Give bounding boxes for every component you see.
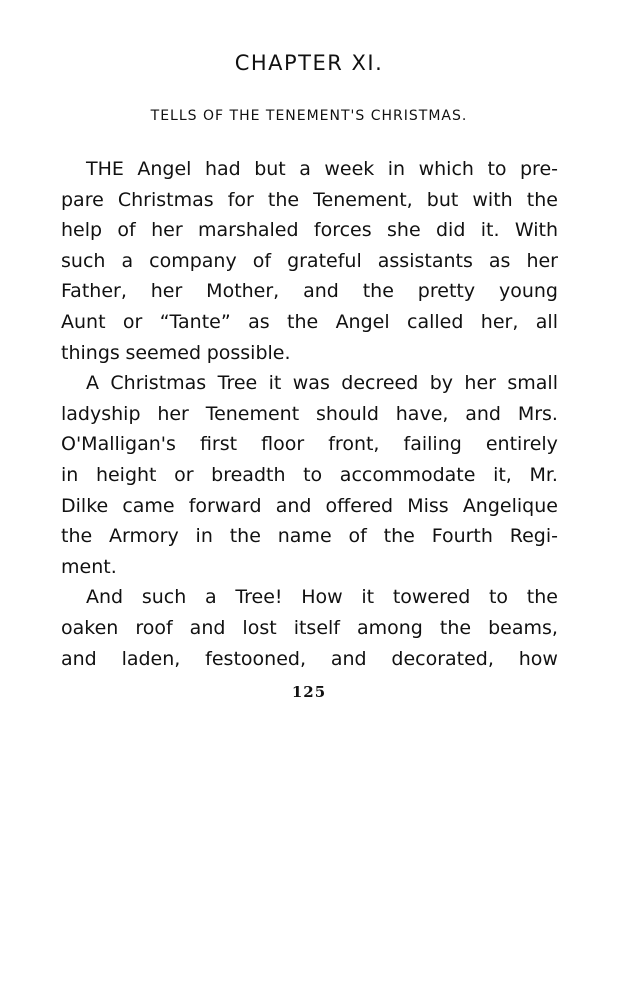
text-line [61, 154, 558, 185]
word: it [361, 586, 375, 609]
word: towered [392, 586, 471, 609]
word: Armory [109, 525, 179, 548]
word: failing [403, 433, 462, 456]
word: assistants [377, 249, 473, 272]
word: and [275, 494, 312, 517]
text-line [61, 644, 558, 675]
word: offered [325, 494, 394, 517]
text-line [61, 552, 558, 583]
word: and [189, 616, 226, 639]
word: pretty [417, 280, 476, 303]
word: help [61, 219, 103, 242]
word: and [303, 280, 339, 303]
word: a [121, 249, 134, 272]
word: breadth [211, 463, 286, 486]
word: such [141, 586, 187, 609]
body-text [61, 154, 558, 674]
word: O'Malligan's [61, 433, 176, 456]
word: but [254, 158, 286, 180]
word: the [267, 188, 300, 211]
word: Christmas [117, 188, 214, 211]
word: pare [61, 188, 104, 211]
word: to [488, 586, 509, 609]
word: Tenement [205, 402, 300, 425]
word: Mr. [529, 463, 558, 486]
word: of [252, 249, 272, 272]
word: Mrs. [517, 402, 558, 425]
word: the [383, 525, 415, 548]
word: a [204, 586, 217, 609]
text-line [61, 368, 558, 399]
word: in [195, 525, 213, 548]
word: as [248, 310, 270, 333]
word: young [498, 280, 558, 303]
word: of [117, 219, 136, 242]
word: called [407, 310, 464, 333]
word: or [122, 310, 143, 333]
word: possible. [206, 341, 291, 364]
word: accommodate [339, 463, 476, 486]
word: ladyship [61, 402, 141, 425]
word: How [301, 586, 343, 609]
word: her, [480, 310, 519, 333]
word: all [535, 310, 558, 333]
word: the [61, 525, 93, 548]
word: and [330, 647, 367, 670]
word: had [204, 158, 241, 180]
word: company [149, 249, 237, 272]
word: pre- [520, 158, 558, 180]
word: her [151, 219, 183, 242]
text-line [61, 338, 558, 369]
word: by [429, 372, 454, 395]
word: Regi- [509, 525, 558, 548]
word: roof [135, 616, 173, 639]
text-line [61, 246, 558, 277]
text-line [61, 307, 558, 338]
word: it, [493, 463, 512, 486]
text-line [61, 613, 558, 644]
word: seemed [125, 341, 202, 364]
word: came [122, 494, 175, 517]
word: Tree! [235, 586, 283, 609]
word: forward [188, 494, 262, 517]
word: should [316, 402, 379, 425]
word: she [387, 219, 421, 242]
word: And [86, 586, 124, 609]
word: with [472, 188, 513, 211]
word: in [387, 158, 406, 180]
word: floor [261, 433, 305, 456]
word: THE [86, 158, 124, 180]
word: Christmas [110, 372, 207, 395]
word: a [299, 158, 311, 180]
chapter-subtitle: TELLS OF THE TENEMENT'S CHRISTMAS. [150, 108, 468, 124]
word: as [488, 249, 511, 272]
word: Angel [335, 310, 390, 333]
word: festooned, [205, 647, 306, 670]
word: but [426, 188, 459, 211]
word: name [277, 525, 332, 548]
word: Miss [407, 494, 449, 517]
text-line [61, 491, 558, 522]
word: lost [242, 616, 277, 639]
word: With [514, 219, 558, 242]
word: was [292, 372, 330, 395]
word: the [229, 525, 261, 548]
word: grateful [287, 249, 362, 272]
word: “Tante” [159, 310, 231, 333]
word: did [435, 219, 466, 242]
word: of [348, 525, 367, 548]
word: the [526, 188, 558, 211]
word: which [418, 158, 474, 180]
word: such [61, 249, 106, 272]
text-line [61, 521, 558, 552]
word: marshaled [197, 219, 299, 242]
word: decreed [341, 372, 419, 395]
word: Fourth [431, 525, 493, 548]
word: height [95, 463, 157, 486]
word: Father, [61, 280, 127, 303]
word: small [507, 372, 558, 395]
word: Mother, [206, 280, 280, 303]
word: her [150, 280, 183, 303]
word: laden, [121, 647, 181, 670]
word: to [487, 158, 507, 180]
word: the [362, 280, 394, 303]
chapter-title: CHAPTER XI. [234, 51, 384, 75]
word: her [526, 249, 558, 272]
word: the [439, 616, 472, 639]
text-line [61, 215, 558, 246]
word: Angelique [462, 494, 558, 517]
word: it. [480, 219, 500, 242]
word: oaken [61, 616, 119, 639]
word: to [303, 463, 323, 486]
word: how [518, 647, 558, 670]
word: itself [293, 616, 340, 639]
word: the [287, 310, 319, 333]
text-line [61, 185, 558, 216]
page-number: 125 [291, 683, 327, 701]
word: among [356, 616, 423, 639]
word: the [526, 586, 558, 609]
word: Dilke [61, 494, 109, 517]
word: Angel [137, 158, 192, 180]
text-line [61, 399, 558, 430]
word: ment. [61, 555, 117, 578]
text-line [61, 582, 558, 613]
word: decorated, [391, 647, 494, 670]
word: it [268, 372, 282, 395]
word: have, [395, 402, 449, 425]
word: first [199, 433, 238, 456]
text-line [61, 429, 558, 460]
word: or [174, 463, 194, 486]
word: Tenement, [313, 188, 413, 211]
word: Aunt [61, 310, 106, 333]
word: her [464, 372, 496, 395]
word: and [61, 647, 97, 670]
word: forces [313, 219, 372, 242]
word: front, [328, 433, 380, 456]
word: entirely [485, 433, 558, 456]
word: in [61, 463, 79, 486]
word: beams, [488, 616, 558, 639]
word: week [324, 158, 375, 180]
word: for [227, 188, 254, 211]
word: Tree [217, 372, 258, 395]
word: and [465, 402, 501, 425]
text-line [61, 276, 558, 307]
text-line [61, 460, 558, 491]
word: things [61, 341, 120, 364]
word: A [86, 372, 99, 395]
word: her [157, 402, 189, 425]
